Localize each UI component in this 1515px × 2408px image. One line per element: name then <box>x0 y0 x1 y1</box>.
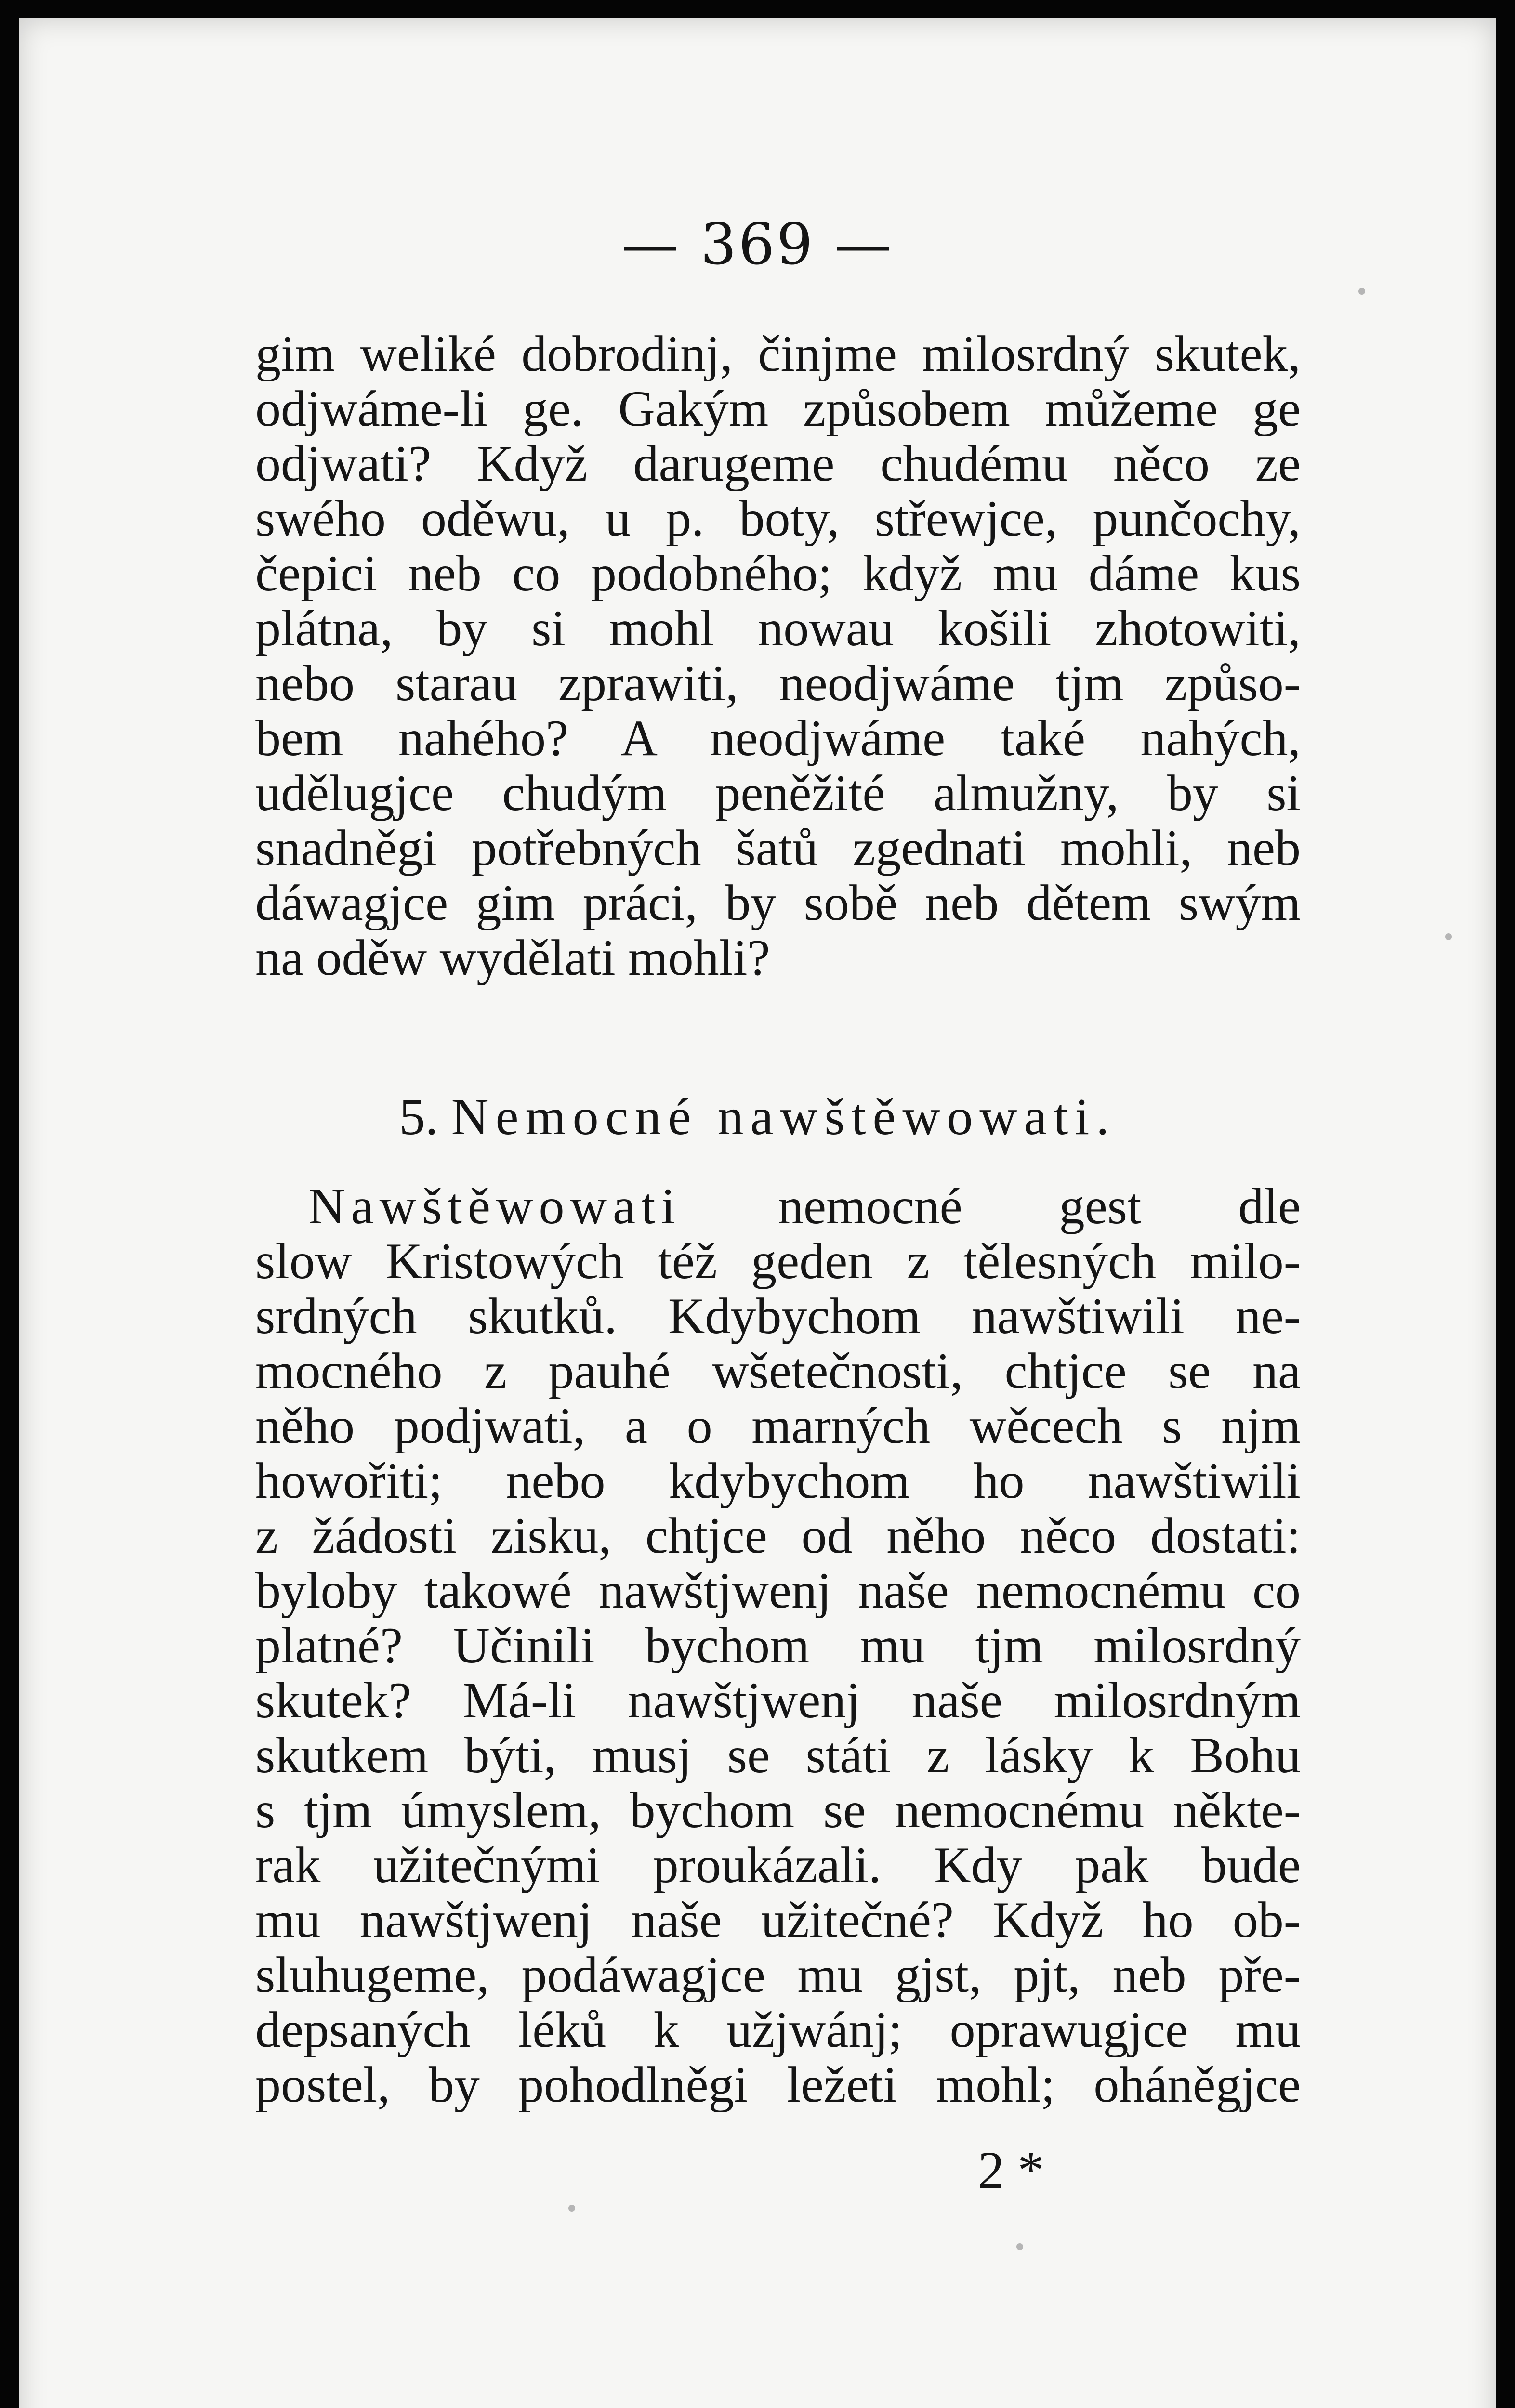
lead-word: Nawštěwowati <box>308 1179 681 1234</box>
text-line: swého oděwu, u p. boty, střewjce, punčochy, <box>255 491 1301 546</box>
text-line-first <box>255 1179 1301 1234</box>
text-line: nebo starau zprawiti, neodjwáme tjm způso- <box>255 656 1301 711</box>
text-line: srdných skutků. Kdybychom nawštiwili ne- <box>255 1289 1301 1344</box>
text-line: odjwáme-li ge. Gakým způsobem můžeme ge <box>255 381 1301 436</box>
text-line: bem nahého? A neodjwáme také nahých, <box>255 711 1301 766</box>
scan-speck <box>568 2205 575 2212</box>
text-line: howořiti; nebo kdybychom ho nawštiwili <box>255 1453 1301 1508</box>
text-line: na oděw wydělati mohli? <box>255 930 770 985</box>
lead-rest: nemocné gest dle <box>681 1179 1301 1234</box>
section-heading <box>19 1087 1496 1147</box>
text-line: s tjm úmyslem, bychom se nemocnému někte- <box>255 1783 1301 1838</box>
text-line: odjwati? Když darugeme chudému něco ze <box>255 436 1301 491</box>
text-line: depsaných léků k užjwánj; oprawugjce mu <box>255 2002 1301 2057</box>
text-line: sluhugeme, podáwagjce mu gjst, pjt, neb pře- <box>255 1948 1301 2002</box>
text-line: mocného z pauhé wšetečnosti, chtjce se na <box>255 1344 1301 1399</box>
text-line: něho podjwati, a o marných wěcech s njm <box>255 1399 1301 1453</box>
text-line: platné? Učinili bychom mu tjm milosrdný <box>255 1618 1301 1673</box>
text-line: skutek? Má-li nawštjwenj naše milosrdným <box>255 1673 1301 1728</box>
text-line: z žádosti zisku, chtjce od něho něco dostati: <box>255 1508 1301 1563</box>
paragraph-visiting-sick <box>255 1179 1301 2112</box>
section-number: 5. <box>399 1088 438 1146</box>
scan-speck <box>1358 288 1365 295</box>
text-line: snadněgi potřebných šatů zgednati mohli, neb <box>255 821 1301 876</box>
text-line: udělugjce chudým peněžité almužny, by si <box>255 766 1301 821</box>
text-line: dáwagjce gim práci, by sobě neb dětem swým <box>255 876 1301 930</box>
text-line: byloby takowé nawštjwenj naše nemocnému co <box>255 1563 1301 1618</box>
text-line: rak užitečnými proukázali. Kdy pak bude <box>255 1838 1301 1893</box>
page-number: — 369 — <box>621 211 894 277</box>
text-line: slow Kristowých též geden z tělesných milo- <box>255 1234 1301 1289</box>
text-line: mu nawštjwenj naše užitečné? Když ho ob- <box>255 1893 1301 1948</box>
text-line: čepici neb co podobného; když mu dáme kus <box>255 546 1301 601</box>
book-page <box>19 18 1496 2408</box>
text-line: gim weliké dobrodinj, činjme milosrdný skutek, <box>255 327 1301 381</box>
scan-speck <box>1016 2243 1023 2250</box>
text-line: skutkem býti, musj se státi z lásky k Bohu <box>255 1728 1301 1783</box>
signature-mark: 2 * <box>978 2141 1044 2199</box>
section-title: Nemocné nawštěwowati. <box>451 1088 1116 1146</box>
text-line: plátna, by si mohl nowau košili zhotowiti, <box>255 601 1301 656</box>
text-line: postel, by pohodlněgi ležeti mohl; oháněgjce <box>255 2057 1301 2112</box>
paragraph-clothing <box>255 327 1301 985</box>
scan-speck <box>1445 933 1452 940</box>
